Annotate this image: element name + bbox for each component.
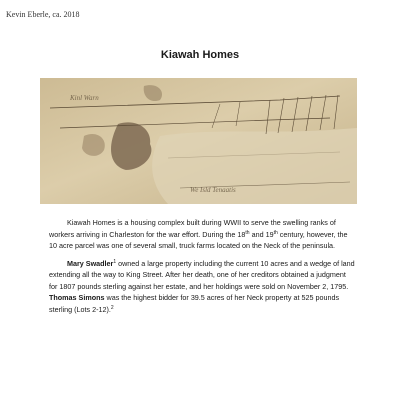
ordinal-suffix: th [245, 229, 250, 236]
paragraph-2-text-a: owned a large property including the current 10 acres and a wedge of land extending all the way to King Street. After her death, one of her creditors obtained a judgment for 1807 pounds sterling against her estate, and her holdings were sold on November 2, 1795. [49, 258, 355, 291]
map-handwriting-top: Kinl Warn [70, 94, 99, 102]
paragraph-1-text-a: Kiawah Homes is a housing complex built during WWII to serve the swelling ranks of workers arriving in Charleston for the war effort. During the 18 [49, 218, 336, 239]
page-title: Kiawah Homes [160, 49, 240, 61]
person-name-mary-swadler: Mary Swadler [67, 258, 114, 268]
historic-plat-map-icon [40, 78, 357, 204]
paragraph-1 [49, 217, 356, 252]
paragraph-2-text-b: was the highest bidder for 39.5 acres of her Neck property at 525 pounds sterling (Lots 2-12). [49, 293, 340, 314]
body-text [49, 217, 356, 321]
footnote-ref-2[interactable]: 2 [110, 304, 114, 311]
paragraph-1-text-c: century, however, the 10 acre parcel was one of several small, truck farms located on the Neck of the peninsula. [49, 229, 348, 250]
person-name-thomas-simons: Thomas Simons [49, 293, 105, 302]
footnote-ref-1[interactable]: 1 [113, 258, 117, 265]
paragraph-1-text-b: and 19 [249, 229, 274, 239]
ordinal-suffix: th [273, 229, 278, 236]
historic-map-image [40, 78, 357, 204]
paragraph-2 [49, 258, 356, 316]
map-handwriting-bottom: We Isld Tenaatis [190, 186, 236, 194]
author-note: Kevin Eberle, ca. 2018 [6, 10, 80, 19]
